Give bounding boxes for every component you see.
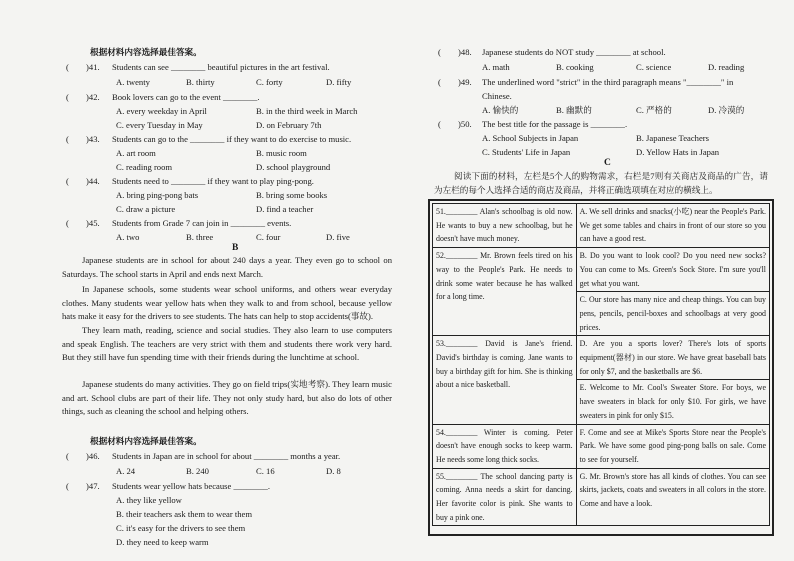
option: B. music room — [256, 148, 307, 158]
passage-paragraph: They learn math, reading, science and social studies. They also learn to use computers and speak English. The teachers are very strict with them and students there work very hard. But they still have fun spending time with their friends during the lunchtime at school. — [62, 325, 392, 363]
option: A. art room — [116, 148, 156, 158]
question-stem: Japanese students do NOT study ________ at school. — [482, 47, 666, 57]
option: B. 幽默的 — [556, 105, 592, 115]
question-number: ( )46. — [66, 451, 100, 461]
option: B. in the third week in March — [256, 106, 358, 116]
ad-cell: C. Our store has many nice and cheap things. You can buy pens, pencils, pencil-boxes and schoolbags at very good prices. — [576, 292, 769, 336]
question-number: ( )43. — [66, 134, 100, 144]
option: A. two — [116, 232, 140, 242]
option: C. forty — [256, 77, 283, 87]
question-number: ( )48. — [438, 47, 472, 57]
option: B. 240 — [186, 466, 209, 476]
option: D. 8 — [326, 466, 341, 476]
option: C. it's easy for the drivers to see them — [116, 523, 246, 533]
option: B. their teachers ask them to wear them — [116, 509, 253, 519]
ad-cell: D. Are you a sports lover? There's lots of sports equipment(器材) in our store. We have great baseball bats for only $7, and the basketballs are $6. — [576, 336, 769, 380]
need-cell: 54.________ Winter is coming. Peter doesn't have enough socks to keep warm. He needs some long thick socks. — [433, 424, 577, 468]
option: A. 愉快的 — [482, 105, 519, 115]
instruction-text: 根据材料内容选择最佳答案。 — [90, 436, 202, 446]
option: D. fifty — [326, 77, 352, 87]
option: C. four — [256, 232, 281, 242]
option: B. thirty — [186, 77, 215, 87]
option: C. draw a picture — [116, 204, 176, 214]
question-stem: Book lovers can go to the event ________. — [112, 92, 260, 102]
option: A. every weekday in April — [116, 106, 207, 116]
option: A. twenty — [116, 77, 150, 87]
option: D. find a teacher — [256, 204, 314, 214]
option: B. cooking — [556, 62, 594, 72]
question-stem: The best title for the passage is ________. — [482, 119, 628, 129]
table-row — [433, 248, 770, 292]
question-number: ( )45. — [66, 218, 100, 228]
passage-paragraph: In Japanese schools, some students wear school uniforms, and others wear everyday clothes. Many students wear yellow hats when they walk to and from school, because yellow hats make it easy for the drivers to see students. The hats can help to stop accidents(事故). — [62, 284, 392, 322]
question-number: ( )49. — [438, 77, 472, 87]
matching-table — [432, 203, 770, 526]
question-stem: Students can go to the ________ if they want to do exercise to music. — [112, 134, 352, 144]
question-stem: Students from Grade 7 can join in ________ events. — [112, 218, 292, 228]
need-cell: 52.________ Mr. Brown feels tired on his way to the People's Park. He needs to drink some water because he has walked for a long time. — [433, 248, 577, 336]
table-row — [433, 468, 770, 526]
option: B. Japanese Teachers — [636, 133, 709, 143]
option: D. 冷漠的 — [708, 105, 745, 115]
passage-paragraph: Japanese students do many activities. They go on field trips(实地考察). They learn music and art. School clubs are part of their life. They not only study hard, but also do lots of other things, such as cleaning the school and helping others. — [62, 379, 392, 417]
question-stem: The underlined word "strict" in the third paragraph means "________" in — [482, 77, 734, 87]
option: B. bring some books — [256, 190, 328, 200]
option: C. every Tuesday in May — [116, 120, 203, 130]
option: D. reading — [708, 62, 745, 72]
option: C. 16 — [256, 466, 275, 476]
option: D. five — [326, 232, 350, 242]
section-heading: B — [232, 243, 239, 253]
ad-cell: E. Welcome to Mr. Cool's Sweater Store. For boys, we have sweaters in black for only $10. For girls, we have sweaters in pink for only $15. — [576, 380, 769, 424]
option: C. reading room — [116, 162, 173, 172]
ad-cell: A. We sell drinks and snacks(小吃) near the People's Park. We get some tables and chairs in front of our store so you can have a good rest. — [576, 204, 769, 248]
question-stem: Students in Japan are in school for about ________ months a year. — [112, 451, 341, 461]
option: D. school playground — [256, 162, 331, 172]
option: C. Students' Life in Japan — [482, 147, 571, 157]
table-row — [433, 204, 770, 248]
option: C. science — [636, 62, 672, 72]
ad-cell: B. Do you want to look cool? Do you need new socks? You can come to Ms. Green's Sock Store. I'm sure you'll get what you want. — [576, 248, 769, 292]
option: A. School Subjects in Japan — [482, 133, 579, 143]
need-cell: 51.________ Alan's schoolbag is old now. He wants to buy a new schoolbag, but he doesn't have much money. — [433, 204, 577, 248]
option: A. 24 — [116, 466, 136, 476]
question-number: ( )41. — [66, 62, 100, 72]
option: C. 严格的 — [636, 105, 672, 115]
section-heading: C — [604, 158, 611, 168]
passage-paragraph: Japanese students are in school for about 240 days a year. They even go to school on Saturdays. The school starts in April and ends next March. — [62, 255, 392, 279]
option: A. they like yellow — [116, 495, 182, 505]
question-stem: Students need to ________ if they want to play ping-pong. — [112, 176, 314, 186]
option: D. Yellow Hats in Japan — [636, 147, 720, 157]
question-stem: Students wear yellow hats because ________. — [112, 481, 270, 491]
question-stem: Students can see ________ beautiful pictures in the art festival. — [112, 62, 330, 72]
option: D. they need to keep warm — [116, 537, 209, 547]
option: B. three — [186, 232, 214, 242]
table-row — [433, 424, 770, 468]
need-cell: 55.________ The school dancing party is coming. Anna needs a skirt for dancing. Her favorite color is pink. She wants to buy a pink one. — [433, 468, 577, 526]
question-number: ( )50. — [438, 119, 472, 129]
section-intro: 阅读下面的材料，左栏是5个人的购物需求，右栏是7则有关商店及商品的广告，请为左栏的每个人选择合适的商店及商品，并将正确选项填在对应的横线上。 — [434, 171, 768, 195]
option: A. math — [482, 62, 510, 72]
question-stem: Chinese. — [482, 91, 512, 101]
need-cell: 53.________ David is Jane's friend. David's birthday is coming. Jane wants to buy a birthday gift for him. She is thinking about a nice basketball. — [433, 336, 577, 424]
option: A. bring ping-pong bats — [116, 190, 199, 200]
instruction-text: 根据材料内容选择最佳答案。 — [90, 47, 202, 57]
ad-cell: G. Mr. Brown's store has all kinds of clothes. You can see skirts, jackets, coats and sweaters in all colors in the store. Come and have a look. — [576, 468, 769, 526]
ad-cell: F. Come and see at Mike's Sports Store near the People's Park. We have some good ping-pong balls on sale. Come to see for yourself. — [576, 424, 769, 468]
question-number: ( )44. — [66, 176, 100, 186]
table-row — [433, 336, 770, 380]
question-number: ( )47. — [66, 481, 100, 491]
option: D. on February 7th — [256, 120, 322, 130]
question-number: ( )42. — [66, 92, 100, 102]
